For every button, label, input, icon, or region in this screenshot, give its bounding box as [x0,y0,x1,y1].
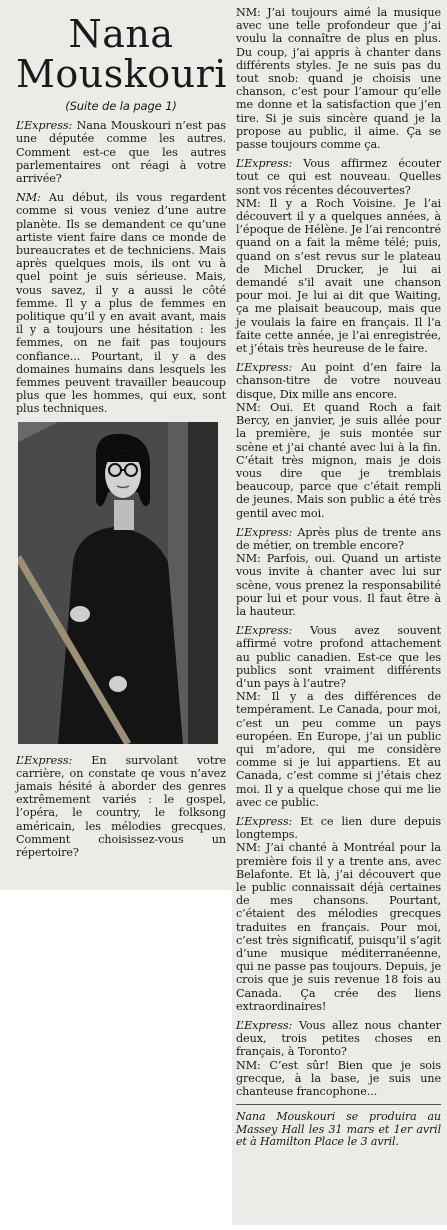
paragraph-text: Au point d’en faire la chanson-titre de votre nouveau disque, Dix mille ans encore. [236,361,441,401]
paragraph-question [236,624,441,690]
paragraph-text: Au début, ils vous regardent comme si vous veniez d’une autre planète. Ils se demandent ce qu’une artiste vient faire dans ce monde de bureaucrates et de techniciens. Mais après quelques mois, ils ont vu à quel point je suis sérieuse. Mais, vous savez, il y a aussi le côté femme. Il y a plus de femmes en politique qu’il y en avait avant, mais il y a toujours une hésitation : les femmes, on ne fait pas toujours confiance... Pourtant, il y a des domaines humains dans lesquels les femmes peuvent travailler beaucoup plus que les hommes, qui eux, sont plus techniques. [16,191,226,416]
paragraph-text: Il y a Roch Voisine. Je l’ai découvert il y a quelques années, à l’époque de Hélène. Je l’ai rencontré quand on a fait la même télé; puis, quand on s’est revus sur le plateau de Michel Drucker, je lui ai demandé s’il avait une chanson pour moi. Je lui ai dit que Waiting, ça me plaisait beaucoup, mais que je voulais la faire en français. Il l’a faite cette année, je l’ai enregistrée, et j’étais très heureuse de le faire. [236,196,441,356]
concert-info: Nana Mouskouri se produira au Massey Hall les 31 mars et 1er avril et à Hamilton Place le 3 avril. [236,1104,441,1149]
paragraph-answer [236,552,441,618]
speaker-label: NM: [236,400,261,414]
paragraph-text: Vous allez nous chanter deux, trois petites choses en français, à Toronto? [236,1019,441,1059]
paragraph-text: Nana Mouskouri n’est pas une députée comme les autres. Comment est-ce que les autres parlementaires ont réagi à votre arrivée? [16,119,226,186]
speaker-label: L’Express: [236,157,293,171]
speaker-label: L’Express: [16,119,73,133]
headline-line1: Nana [68,12,174,56]
speaker-label: NM: [16,191,41,205]
paragraph-answer-1 [16,191,226,415]
paragraph-text: J’ai toujours aimé la musique avec une telle profondeur que j’ai voulu la connaître de plus en plus. Du coup, j’ai appris à chanter dans différents styles. Je ne suis pas du tout snob: quand je choisis une chanson, c’est pour l’amour qu’elle me donne et la satisfaction que j’en tire. Si je suis sincère quand je la propose au public, il aime. Ça se passe toujours comme ça. [236,6,441,152]
paragraph-text: J’ai chanté à Montréal pour la première fois il y a trente ans, avec Belafonte. Et là, j’ai découvert que le public connaissait déjà certaines de mes chansons. Pourtant, c’étaient des mélodies grecques traduites en français. Pour moi, c’est très significatif, puisqu’il s’agit d’une musique méditerranéenne, qui ne passe pas toujours. Depuis, je crois que je suis revenue 18 fois au Canada. Ça crée des liens extraordinaires! [236,841,441,1013]
paragraph-answer [236,6,441,151]
paragraph-answer [236,401,441,520]
paragraph-question-2 [16,754,226,860]
speaker-label: L’Express: [236,624,293,638]
headline [16,14,226,94]
paragraph-answer [236,1059,441,1099]
speaker-label: NM: [236,841,261,855]
speaker-label: L’Express: [16,753,73,767]
paragraph-answer [236,197,441,355]
portrait-illustration [18,422,218,744]
paragraph-question [236,815,441,841]
headline-line2: Mouskouri [16,52,227,96]
speaker-label: NM: [236,1058,261,1072]
speaker-label: NM: [236,196,261,210]
paragraph-text: Après plus de trente ans de métier, on tremble encore? [236,525,441,552]
paragraph-text: C’est sûr! Bien que je sois grecque, à la base, je suis une chanteuse francophone... [236,1058,441,1099]
left-column [16,0,226,859]
paragraph-answer [236,841,441,1013]
paragraph-question [236,1019,441,1059]
paragraph-text: Vous affirmez écouter tout ce qui est nouveau. Quelles sont vos récentes découvertes? [236,157,441,197]
paragraph-text: Et ce lien dure depuis longtemps. [236,814,441,842]
paragraph-question [236,361,441,401]
speaker-label: NM: [236,552,261,566]
speaker-label: L’Express: [236,814,293,828]
paragraph-text: Parfois, oui. Quand un artiste vous invite à chanter avec lui sur scène, vous prenez la responsabilité pour lui et pour vous. Il faut être à la hauteur. [236,552,441,618]
portrait-photo [18,422,218,744]
paragraph-text: En survolant votre carrière, on constate qe vous n’avez jamais hésité à aborder des genres extrêmement variés : le gospel, l’opéra, le country, le folksong américain, les mélodies grecques. Comment choisissez-vous un répertoire? [16,753,226,860]
paragraph-question [236,157,441,197]
paragraph-text: Il y a des différences de tempérament. Le Canada, pour moi, c’est un peu comme un pays européen. En Europe, j’ai un public qui m’adore, qui me considère comme si je lui appartiens. Et au Canada, c’est comme si j’étais chez moi. Il y a quelque chose qui me lie avec ce public. [236,690,441,809]
paragraph-question-1 [16,119,226,185]
paragraph-question [236,526,441,552]
speaker-label: NM: [236,690,261,704]
speaker-label: NM: [236,6,261,19]
continuation-note: (Suite de la page 1) [65,99,177,113]
paragraph-text: Vous avez souvent affirmé votre profond attachement au public canadien. Est-ce que les publics sont vraiment différents d’un pays à l’autre? [236,624,441,690]
right-column [236,6,441,1149]
paragraph-text: Oui. Et quand Roch a fait Bercy, en janvier, je suis allée pour la première, je suis montée sur scène et j’ai chanté avec lui à la fin. C’était très mignon, mais je dois vous dire que je tremblais beaucoup, parce que c’était rempli de jeunes. Mais son public a été très gentil avec moi. [236,400,441,520]
speaker-label: L’Express: [236,1019,293,1033]
speaker-label: L’Express: [236,525,293,539]
speaker-label: L’Express: [236,361,293,375]
paragraph-answer [236,690,441,809]
